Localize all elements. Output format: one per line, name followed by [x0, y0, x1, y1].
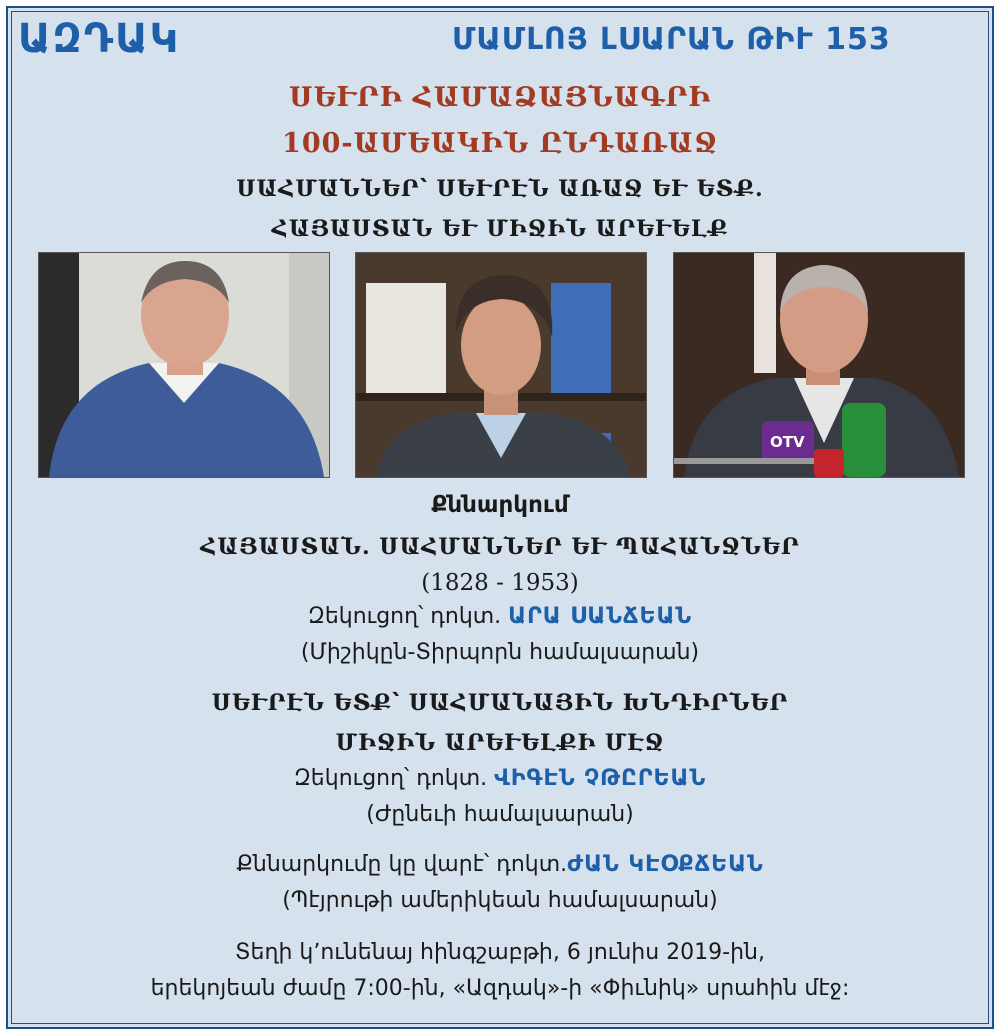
speaker-photo-left: [38, 252, 330, 478]
subtitle-line-1: ՍԱՀՄԱՆՆԵՐ՝ ՍԵՒՐԷՆ ԱՌԱՋ ԵՒ ԵՏՔ.: [236, 176, 764, 202]
moderator-portrait-right: [674, 253, 964, 477]
speaker-portrait-center: [356, 253, 646, 477]
moderator-line: [0, 852, 1000, 877]
event-details-line-2: երեկոյեան ժամը 7:00-ին, «Ազդակ»-ի «Փիւնիկ» սրահին մէջ:: [150, 976, 850, 1001]
discussion-heading: Քննարկում: [431, 492, 569, 518]
issue-number: ՄԱՄԼՈՅ ԼՍԱՐԱՆ ԹԻՒ 153: [452, 22, 891, 57]
moderator-photo-right: [673, 252, 965, 478]
moderator-name: ԺԱՆ ԿԷՕՔՃԵԱՆ: [567, 852, 764, 877]
speaker-photo-center: [355, 252, 647, 478]
speaker-1-affiliation: (Միշիկըն-Տիրպորն համալսարան): [300, 640, 700, 665]
speaker-1-name: ԱՐԱ ՍԱՆՃԵԱՆ: [508, 604, 693, 629]
speaker-1-prefix: Զեկուցող՝ դոկտ.: [307, 604, 509, 629]
topic-2-title-line-2: ՄԻՋԻՆ ԱՐԵՒԵԼՔԻ ՄԷՋ: [335, 730, 665, 756]
event-details-line-1: Տեղի կ՚ունենայ հինգշաբթի, 6 յունիս 2019-ին,: [235, 940, 765, 965]
otv-mic-label: OTV: [770, 433, 805, 451]
topic-2-title-line-1: ՍԵՒՐԷՆ ԵՏՔ՝ ՍԱՀՄԱՆԱՅԻՆ ԽՆԴԻՐՆԵՐ: [211, 690, 789, 716]
masthead-logo: ԱԶԴԱԿ: [18, 16, 181, 62]
moderator-prefix: Քննարկումը կը վարէ՝ դոկտ.: [236, 852, 568, 877]
speaker-2-prefix: Զեկուցող՝ դոկտ.: [293, 766, 495, 791]
topic-1-years: (1828 - 1953): [421, 570, 579, 596]
speaker-2-line: [0, 766, 1000, 791]
speaker-2-affiliation: (Ժընեւի համալսարան): [366, 802, 634, 827]
title-line-1: ՍԵՒՐԻ ՀԱՄԱՁԱՅՆԱԳՐԻ: [289, 82, 711, 113]
moderator-affiliation: (Պէյրութի ամերիկեան համալսարան): [282, 888, 718, 913]
subtitle-line-2: ՀԱՅԱՍՏԱՆ ԵՒ ՄԻՋԻՆ ԱՐԵՒԵԼՔ: [271, 216, 729, 242]
title-line-2: 100-ԱՄԵԱԿԻՆ ԸՆԴԱՌԱՋ: [282, 128, 718, 159]
topic-1-title: ՀԱՅԱՍՏԱՆ. ՍԱՀՄԱՆՆԵՐ ԵՒ ՊԱՀԱՆՋՆԵՐ: [200, 534, 800, 560]
speaker-2-name: ՎԻԳԷՆ ՉԹԸՐԵԱՆ: [494, 766, 707, 791]
speaker-portrait-left: [39, 253, 329, 477]
speaker-1-line: [0, 604, 1000, 629]
